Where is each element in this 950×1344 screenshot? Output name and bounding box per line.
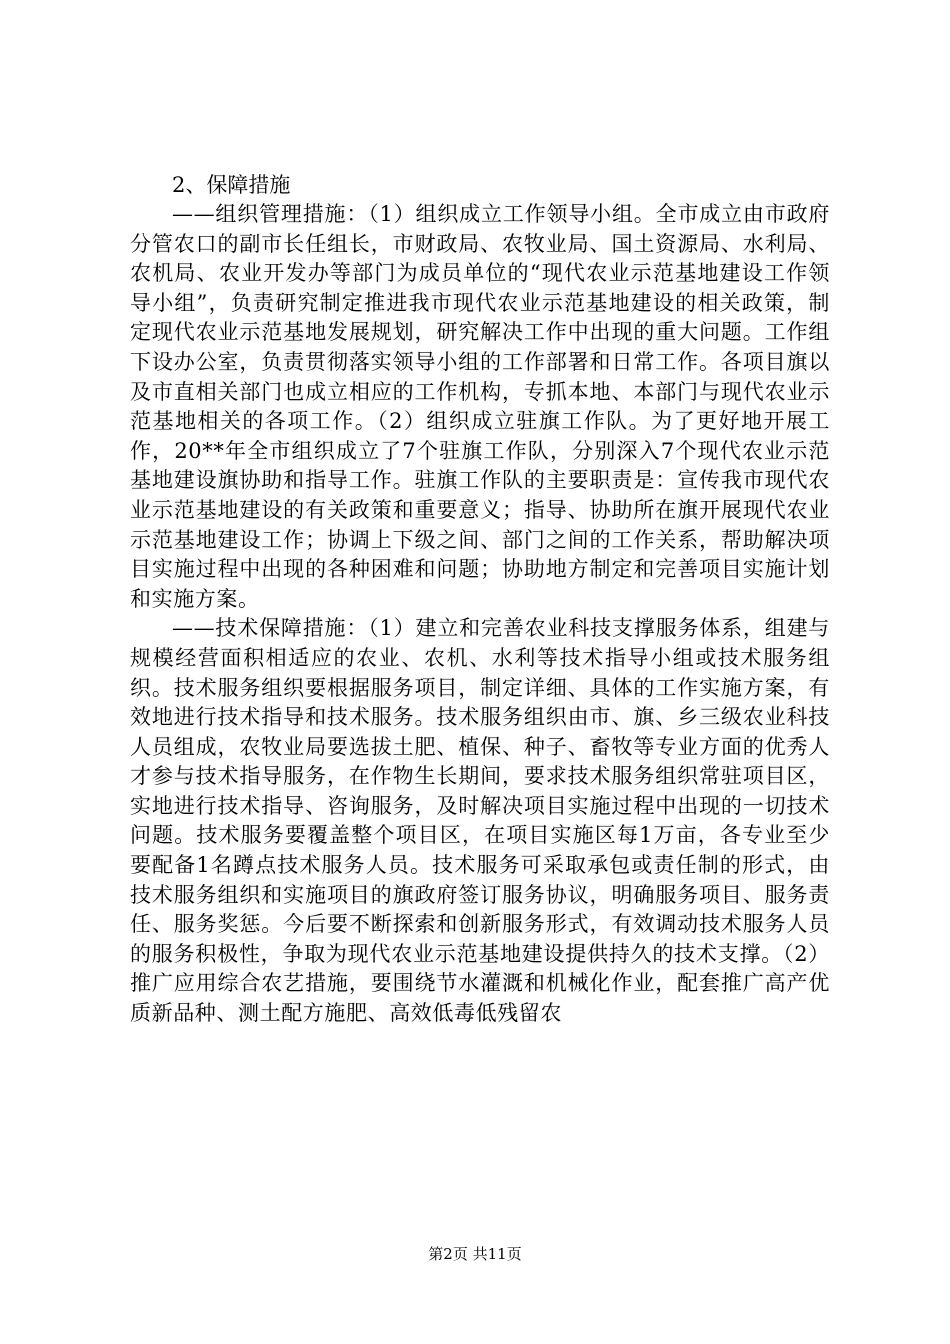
section-heading: 2、保障措施	[172, 173, 291, 197]
page-number-footer: 第2页 共11页	[428, 1245, 522, 1263]
paragraph-technical-measures: ——技术保障措施：（1）建立和完善农业科技支撑服务体系，组建与规模经营面积相适应的农业、农机、水利等技术指导小组或技术服务组织。技术服务组织要根据服务项目，制定详细、具体的工作实施方案，有效地进行技术指导和技术服务。技术服务组织由市、旗、乡三级农业科技人员组成，农牧业局要选拔土肥、植保、种子、畜牧等专业方面的优秀人才参与技术指导服务，在作物生长期间，要求技术服务组织常驻项目区，实地进行技术指导、咨询服务，及时解决项目实施过程中出现的一切技术问题。技术服务要覆盖整个项目区，在项目实施区每1万亩，各专业至少要配备1名蹲点技术服务人员。技术服务可采取承包或责任制的形式，由技术服务组织和实施项目的旗政府签订服务协议，明确服务项目、服务责任、服务奖惩。今后要不断探索和创新服务形式，有效调动技术服务人员的服务积极性，争取为现代农业示范基地建设提供持久的技术支撑。（2）推广应用综合农艺措施，要围绕节水灌溉和机械化作业，配套推广高产优质新品种、测土配方施肥、高效低毒低残留农	[130, 616, 830, 1026]
document-body	[130, 170, 830, 1029]
paragraph-organization-measures: ——组织管理措施：（1）组织成立工作领导小组。全市成立由市政府分管农口的副市长任组长，市财政局、农牧业局、国土资源局、水利局、农机局、农业开发办等部门为成员单位的“现代农业示范基地建设工作领导小组”，负责研究制定推进我市现代农业示范基地建设的相关政策，制定现代农业示范基地发展规划，研究解决工作中出现的重大问题。工作组下设办公室，负责贯彻落实领导小组的工作部署和日常工作。各项目旗以及市直相关部门也成立相应的工作机构，专抓本地、本部门与现代农业示范基地相关的各项工作。（2）组织成立驻旗工作队。为了更好地开展工作，20**年全市组织成立了7个驻旗工作队，分别深入7个现代农业示范基地建设旗协助和指导工作。驻旗工作队的主要职责是：宣传我市现代农业示范基地建设的有关政策和重要意义；指导、协助所在旗开展现代农业示范基地建设工作；协调上下级之间、部门之间的工作关系，帮助解决项目实施过程中出现的各种困难和问题；协助地方制定和完善项目实施计划和实施方案。	[130, 202, 830, 611]
